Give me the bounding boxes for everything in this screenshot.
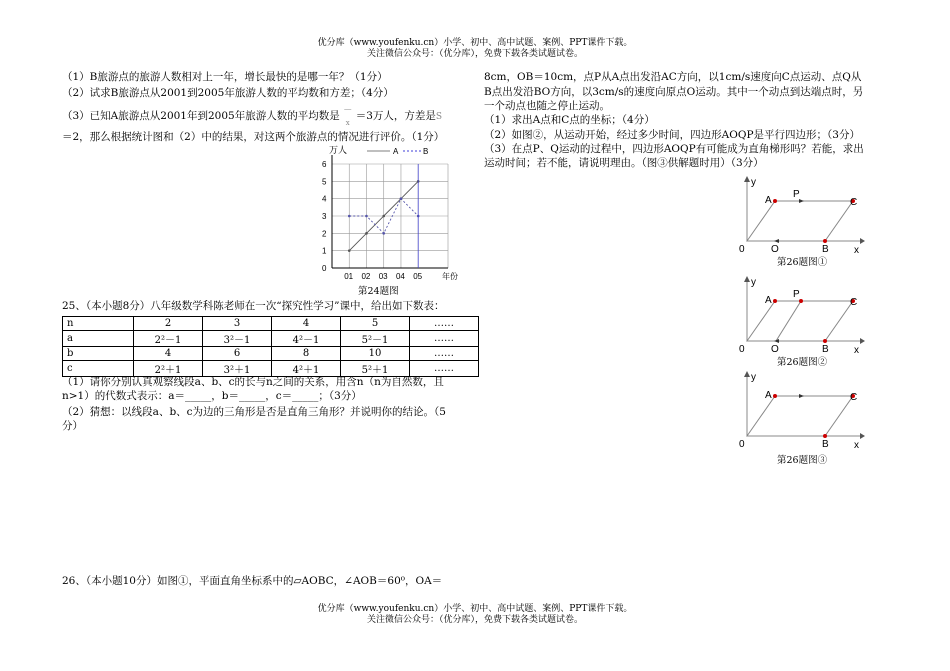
series-point-b: [365, 215, 368, 218]
table-cell: 5²＋1: [341, 361, 410, 377]
series-point-b: [382, 232, 385, 235]
point-b: [823, 339, 827, 343]
q25-part1-a: （1）请你分别认真观察线段a、b、c的长与n之间的关系，用含n（n为自然数，且: [62, 376, 444, 388]
table-cell: n: [63, 317, 134, 331]
label-c: C: [850, 197, 858, 208]
label-p: P: [793, 289, 800, 300]
q24-part3: [62, 102, 450, 130]
footer-line-2: 关注微信公众号：（优分库），免费下载各类试题试卷。: [366, 615, 583, 625]
series-point-a: [365, 232, 368, 235]
header-line-2: 关注微信公众号：（优分库），免费下载各类试题试卷。: [366, 49, 583, 59]
table-cell: 3²＋1: [203, 361, 272, 377]
y-arrow-icon: [744, 176, 750, 182]
label-b: B: [822, 244, 829, 255]
label-p: P: [793, 189, 800, 200]
label-y: y: [751, 177, 756, 188]
fig26-3-diagram: [735, 370, 865, 450]
segment-qp: [776, 301, 801, 341]
point-a: [773, 394, 777, 398]
fig26-1-caption: 第26题图①: [777, 257, 828, 268]
label-origin: 0: [739, 439, 745, 450]
x-tick-label: 02: [361, 272, 371, 281]
parallelogram-aobc: [747, 396, 853, 436]
table-cell: 2²＋1: [134, 361, 203, 377]
q24-part3-cont: ＝2，那么根据统计图和（2）中的结果，对这两个旅游点的情况进行评价。（1分）: [62, 131, 445, 143]
table-cell: 6: [203, 347, 272, 361]
fig26-1-diagram: [735, 175, 865, 255]
x-tick-label: 01: [344, 272, 354, 281]
label-a: A: [765, 390, 772, 401]
label-o: O: [771, 344, 779, 355]
table-cell: 2: [134, 317, 203, 331]
table-row: [63, 317, 479, 331]
tourism-line-chart: [295, 143, 465, 283]
variance-symbol: S: [435, 112, 443, 122]
point-b: [823, 434, 827, 438]
q-direction-arrow-icon: [774, 239, 779, 243]
table-cell: 4²－1: [272, 331, 341, 347]
x-axis-label: 年份: [442, 272, 458, 281]
y-tick-label: 3: [322, 212, 327, 221]
q25-part2-a: （2）猜想：以线段a、b、c为边的三角形是否是直角三角形？并说明你的结论。（5: [62, 406, 446, 418]
parallelogram-aobc: [747, 201, 853, 241]
table-cell: ……: [410, 361, 479, 377]
table-cell: c: [63, 361, 134, 377]
series-point-b: [348, 215, 351, 218]
table-cell: 10: [341, 347, 410, 361]
label-origin: 0: [739, 344, 745, 355]
q24-part2: （2）试求B旅游点从2001到2005年旅游人数的平均数和方差；（4分）: [62, 87, 394, 99]
q24-part3-b: ＝3万人，方差是: [355, 110, 436, 122]
table-cell: 2²－1: [134, 331, 203, 347]
label-origin: 0: [739, 244, 745, 255]
series-point-a: [348, 249, 351, 252]
table-cell: ……: [410, 347, 479, 361]
footer-line-1: 优分库（www.youfenku.cn）小学、初中、高中试题、案例、PPT课件下载。: [317, 604, 633, 614]
y-tick-label: 6: [322, 160, 327, 169]
fig24-caption: 第24题图: [358, 286, 399, 297]
label-y: y: [751, 372, 756, 383]
point-a: [773, 299, 777, 303]
table-cell: 5: [341, 317, 410, 331]
q24-part1: （1）B旅游点的旅游人数相对上一年，增长最快的是哪一年？（1分）: [62, 71, 388, 83]
point-b: [823, 239, 827, 243]
q25-title: 25、（本小题8分）八年级数学科陈老师在一次“探究性学习”课中，给出如下数表：: [62, 300, 445, 312]
table-row: [63, 331, 479, 347]
legend-label-b: B: [423, 147, 429, 156]
series-point-b: [400, 197, 403, 200]
number-table: [62, 316, 479, 377]
x-tick-label: 03: [378, 272, 388, 281]
q25-part1-b: n>1）的代数式表示：a＝_____，b＝_____，c＝_____；（3分）: [62, 390, 362, 402]
fig26-3-caption: 第26题图③: [777, 455, 828, 466]
table-cell: ……: [410, 331, 479, 347]
label-b: B: [822, 439, 829, 450]
x-arrow-icon: [860, 338, 865, 344]
fig26-2-diagram: [735, 275, 865, 355]
table-cell: 3²－1: [203, 331, 272, 347]
label-y: y: [751, 277, 756, 288]
y-axis-label: 万人: [329, 145, 348, 155]
point-a: [773, 199, 777, 203]
q25-part2-b: 分）: [62, 420, 83, 432]
table-cell: b: [63, 347, 134, 361]
fig26-2-caption: 第26题图②: [777, 357, 828, 368]
y-tick-label: 1: [322, 246, 327, 256]
q26-title: 26、（本小题10分）如图①，平面直角坐标系中的▱AOBC，∠AOB＝60⁰，OA＝: [62, 575, 443, 587]
x-tick-label: 05: [413, 272, 423, 281]
q26-part3-b: 运动时间；若不能，请说明理由。（图③供解题时用）（3分）: [484, 157, 764, 169]
table-cell: 8: [272, 347, 341, 361]
q26-line-3: 一个动点也随之停止运动。: [484, 100, 610, 112]
label-c: C: [850, 392, 858, 403]
y-arrow-icon: [744, 276, 750, 282]
label-x: x: [854, 440, 859, 450]
q26-part1: （1）求出A点和C点的坐标；（4分）: [484, 114, 655, 126]
y-tick-label: 5: [322, 177, 327, 187]
mean-symbol: ― x: [344, 105, 352, 127]
table-cell: 5²－1: [341, 331, 410, 347]
table-cell: a: [63, 331, 134, 347]
label-x: x: [854, 345, 859, 355]
table-cell: ……: [410, 317, 479, 331]
q26-part3-a: （3）在点P、Q运动的过程中，四边形AOQP有可能成为直角梯形吗？若能，求出: [484, 143, 864, 155]
p-direction-arrow-icon: [799, 394, 804, 398]
label-a: A: [765, 295, 772, 306]
table-row: [63, 347, 479, 361]
x-tick-label: 04: [395, 272, 405, 281]
q24-part3-a: （3）已知A旅游点从2001年到2005年旅游人数的平均数是: [62, 110, 340, 122]
table-cell: 4: [272, 317, 341, 331]
y-tick-label: 2: [322, 229, 327, 239]
q26-line-1: 8cm，OB＝10cm，点P从A点出发沿AC方向，以1cm/s速度向C点运动、点Q从: [484, 71, 862, 83]
label-c: C: [850, 297, 858, 308]
legend-label-a: A: [393, 147, 399, 156]
label-o: O: [771, 244, 779, 255]
x-arrow-icon: [860, 433, 865, 439]
label-b: B: [822, 344, 829, 355]
p-direction-arrow-icon: [799, 199, 804, 203]
q26-line-2: B点出发沿BO方向，以3cm/s的速度向原点O运动。其中一个动点到达端点时，另: [484, 86, 864, 98]
y-tick-label: 0: [322, 264, 327, 273]
table-cell: 4²＋1: [272, 361, 341, 377]
y-arrow-icon: [744, 371, 750, 377]
header-line-1: 优分库（www.youfenku.cn）小学、初中、高中试题、案例、PPT课件下载。: [317, 38, 633, 48]
y-tick-label: 4: [322, 194, 327, 204]
label-a: A: [765, 195, 772, 206]
parallelogram-aobc: [747, 301, 853, 341]
label-x: x: [854, 245, 859, 255]
series-point-a: [382, 215, 385, 218]
x-arrow-icon: [860, 238, 865, 244]
q26-part2: （2）如图②，从运动开始，经过多少时间，四边形AOQP是平行四边形；（3分）: [484, 129, 860, 141]
table-cell: 3: [203, 317, 272, 331]
table-cell: 4: [134, 347, 203, 361]
